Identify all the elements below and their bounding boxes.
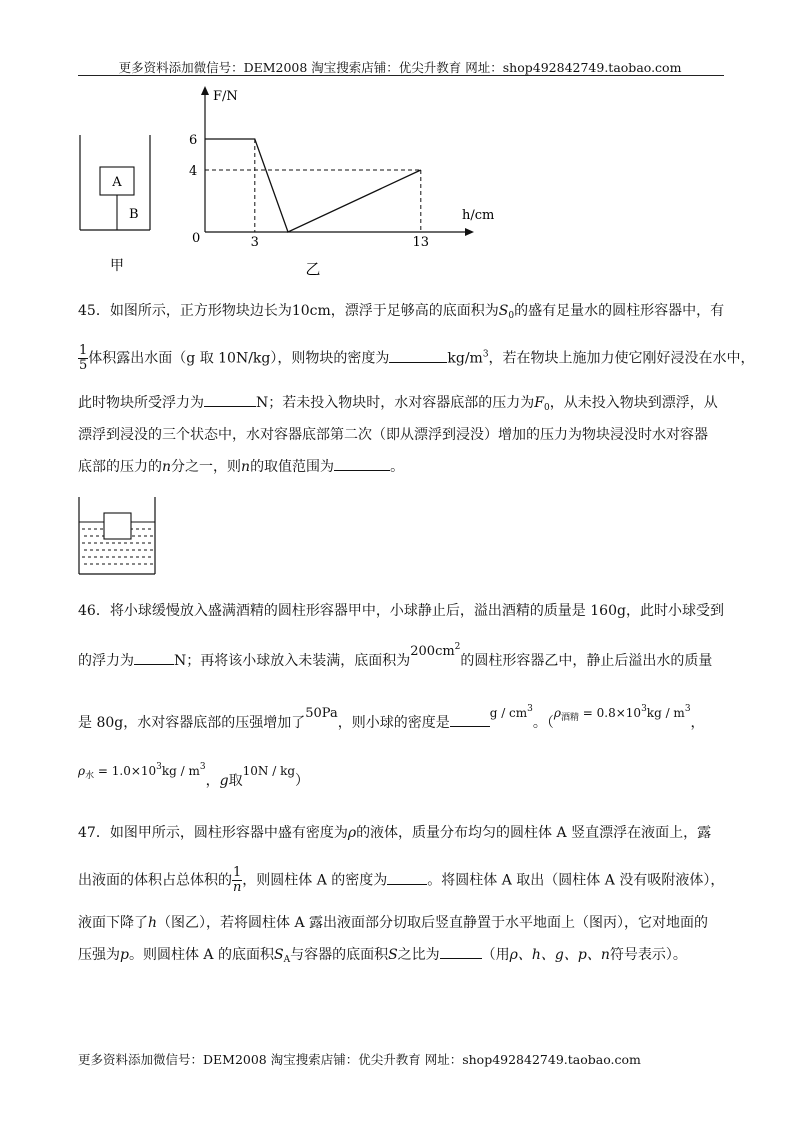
q45-line-4: 漂浮到浸没的三个状态中，水对容器底部第二次（即从漂浮到浸没）增加的压力为物块浸没时水对容器 — [78, 427, 708, 443]
label-b: B — [129, 207, 139, 222]
x-axis-arrow — [465, 228, 474, 236]
q46-line-1: 46．将小球缓慢放入盛满酒精的圆柱形容器甲中，小球静止后，溢出酒精的质量是 160g，此时小球受到 — [78, 603, 724, 619]
header-rule — [78, 75, 724, 76]
q46-line-3: 是 80g，水对容器底部的压强增加了50Pa，则小球的密度是g / $cm^3$。（$\rho_{酒精} = 0.8\times 10^3kg / m^3$， — [78, 704, 705, 731]
q46-line-4: $\rho_水 = 1.0\times 10^3kg / m^3$，g取10N / kg） — [78, 762, 310, 789]
fraction-one-over-n: $\frac{1}{n}$ — [232, 865, 242, 895]
figure-jia — [70, 125, 160, 275]
x-axis-label: h/cm — [462, 208, 495, 223]
floating-block — [104, 513, 131, 539]
q45-line-2: $\frac{1}{5}$ 体积露出水面（g 取 10N/kg），则物块的密度为 $kg/m^3$，若在物块上施加力使它刚好浸没在水中， — [79, 343, 755, 373]
q45-line-1: 45．如图所示，正方形物块边长为10cm，漂浮于足够高的底面积为$S_0$的盛有足量水的圆柱形容器中，有 — [78, 303, 725, 321]
caption-yi: 乙 — [305, 260, 321, 278]
fraction-one-fifth: $\frac{1}{5}$ — [79, 343, 88, 373]
q47-line-4: 压强为p。则圆柱体 A 的底面积$S_A$与容器的底面积S之比为 （用ρ、h、g、p、n符号表示）。 — [78, 944, 687, 965]
q45-line-5: 底部的压力的n分之一，则n的取值范围为 。 — [78, 456, 404, 476]
answer-blank-density-47[interactable] — [387, 870, 427, 885]
answer-blank-n-range[interactable] — [334, 456, 390, 471]
figure-yi-chart — [180, 80, 510, 280]
y-tick-6: 6 — [189, 133, 198, 148]
q45-line-3: 此时物块所受浮力为 N；若未投入物块时，水对容器底部的压力为$F_0$，从未投入物块到漂浮，从 — [78, 392, 718, 413]
answer-blank-density-46[interactable] — [450, 712, 490, 727]
answer-blank-buoyancy[interactable] — [204, 392, 256, 407]
q47-line-1: 47．如图甲所示，圆柱形容器中盛有密度为ρ的液体，质量分布均匀的圆柱体 A 竖直漂浮在液面上，露 — [78, 825, 712, 841]
y-axis-arrow — [201, 86, 209, 95]
caption-jia: 甲 — [110, 258, 124, 274]
answer-blank-area-ratio[interactable] — [440, 944, 482, 959]
answer-blank-buoyancy-46[interactable] — [134, 650, 174, 665]
y-tick-4: 4 — [189, 164, 198, 179]
answer-blank-density[interactable] — [389, 348, 447, 363]
q46-line-2: 的浮力为 N；再将该小球放入未装满，底面积为$200cm^2$的圆柱形容器乙中，静止后溢出水的质量 — [78, 642, 713, 669]
origin-label: 0 — [192, 231, 201, 246]
label-a: A — [112, 175, 122, 190]
y-axis-label: F/N — [213, 89, 238, 104]
figure-q45-container — [74, 492, 164, 582]
x-tick-13: 13 — [412, 235, 430, 250]
q47-line-2: 出液面的体积占总体积的 $\frac{1}{n}$ ，则圆柱体 A 的密度为 。将圆柱体 A 取出（圆柱体 A 没有吸附液体）， — [78, 865, 725, 895]
q47-line-3: 液面下降了h（图乙），若将圆柱体 A 露出液面部分切取后竖直静置于水平地面上（图丙），它对地面的 — [78, 915, 709, 931]
page-header: 更多资料添加微信号：DEM2008 淘宝搜索店铺：优尖升教育 网址：shop492842749.taobao.com — [118, 60, 682, 75]
x-tick-3: 3 — [250, 235, 259, 250]
page-footer: 更多资料添加微信号：DEM2008 淘宝搜索店铺：优尖升教育 网址：shop492842749.taobao.com — [78, 1052, 641, 1067]
series-line — [205, 139, 421, 232]
